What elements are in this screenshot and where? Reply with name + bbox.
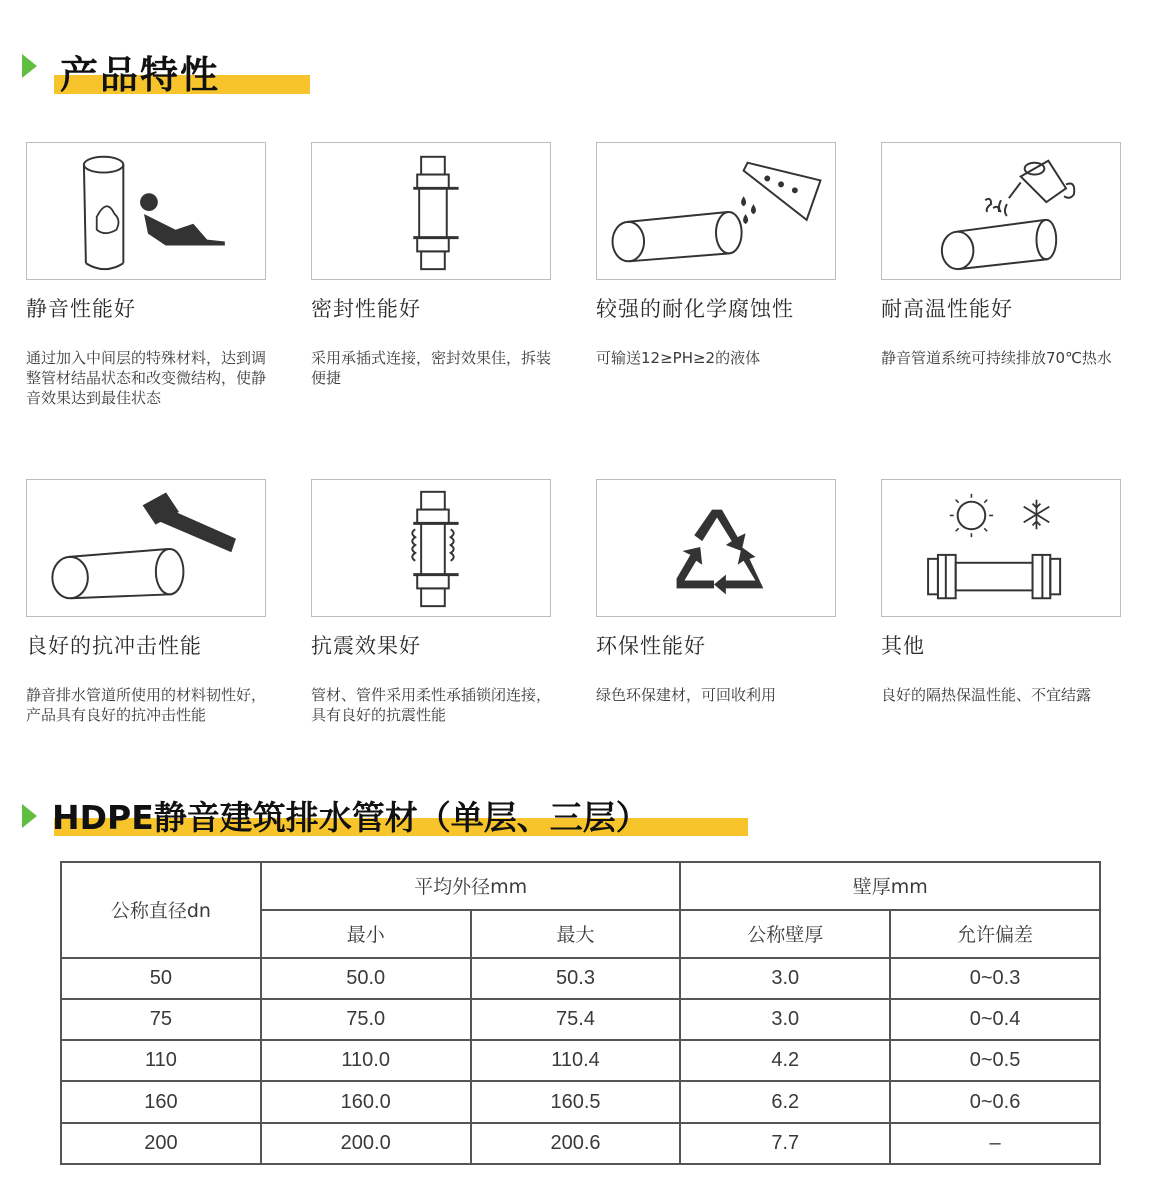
feature-description: 采用承插式连接，密封效果佳，拆装便捷 <box>311 349 552 387</box>
cell-tolerance: 0~0.6 <box>890 1081 1100 1122</box>
header-min: 最小 <box>261 910 471 958</box>
table-row <box>61 1040 1100 1081</box>
feature-title: 密封性能好 <box>311 297 421 321</box>
cell-max: 200.6 <box>471 1123 681 1164</box>
table-row <box>61 1123 1100 1164</box>
hammer-pipe-icon <box>26 479 266 617</box>
feature-title: 其他 <box>881 634 925 658</box>
cell-min: 50.0 <box>261 958 471 999</box>
cell-tolerance: 0~0.4 <box>890 999 1100 1040</box>
silent-pipe-icon <box>26 142 266 280</box>
hot-water-pipe-icon <box>881 142 1121 280</box>
feature-title: 抗震效果好 <box>311 634 421 658</box>
cell-dn: 75 <box>61 999 261 1040</box>
chemical-pipe-icon <box>596 142 836 280</box>
header-max: 最大 <box>471 910 681 958</box>
feature-title: 较强的耐化学腐蚀性 <box>596 297 794 321</box>
section-title: HDPE静音建筑排水管材（单层、三层） <box>52 798 649 837</box>
feature-description: 通过加入中间层的特殊材料，达到调整管材结晶状态和改变微结构，使静音效果达到最佳状态 <box>26 349 267 407</box>
sun-snow-pipe-icon <box>881 479 1121 617</box>
cell-min: 110.0 <box>261 1040 471 1081</box>
green-arrow-icon <box>22 54 37 78</box>
cell-dn: 110 <box>61 1040 261 1081</box>
header-tolerance: 允许偏差 <box>890 910 1100 958</box>
section-title: 产品特性 <box>60 53 221 97</box>
feature-description: 良好的隔热保温性能、不宜结露 <box>881 686 1092 704</box>
cell-dn: 200 <box>61 1123 261 1164</box>
table-row <box>61 958 1100 999</box>
feature-description: 管材、管件采用柔性承插锁闭连接，具有良好的抗震性能 <box>311 686 552 724</box>
cell-min: 75.0 <box>261 999 471 1040</box>
cell-min: 160.0 <box>261 1081 471 1122</box>
feature-description: 可输送12≥PH≥2的液体 <box>596 349 761 367</box>
green-arrow-icon <box>22 804 37 828</box>
cell-nominal: 4.2 <box>680 1040 890 1081</box>
cell-tolerance: 0~0.3 <box>890 958 1100 999</box>
sealed-joint-icon <box>311 142 551 280</box>
feature-title: 环保性能好 <box>596 634 706 658</box>
flexible-joint-icon <box>311 479 551 617</box>
feature-title: 耐高温性能好 <box>881 297 1013 321</box>
cell-nominal: 7.7 <box>680 1123 890 1164</box>
header-outer-diameter: 平均外径mm <box>261 862 681 910</box>
cell-tolerance: – <box>890 1123 1100 1164</box>
header-wall-thickness: 壁厚mm <box>680 862 1100 910</box>
feature-title: 静音性能好 <box>26 297 136 321</box>
cell-nominal: 3.0 <box>680 958 890 999</box>
table-row <box>61 1081 1100 1122</box>
cell-dn: 160 <box>61 1081 261 1122</box>
cell-dn: 50 <box>61 958 261 999</box>
cell-nominal: 3.0 <box>680 999 890 1040</box>
table-header-row <box>61 862 1100 910</box>
cell-max: 160.5 <box>471 1081 681 1122</box>
cell-nominal: 6.2 <box>680 1081 890 1122</box>
spec-table <box>60 861 1101 1165</box>
cell-max: 50.3 <box>471 958 681 999</box>
header-nominal-wall: 公称壁厚 <box>680 910 890 958</box>
feature-description: 静音管道系统可持续排放70℃热水 <box>881 349 1112 367</box>
cell-max: 75.4 <box>471 999 681 1040</box>
section-heading-features <box>22 42 322 97</box>
cell-min: 200.0 <box>261 1123 471 1164</box>
header-dn: 公称直径dn <box>61 862 261 958</box>
cell-tolerance: 0~0.5 <box>890 1040 1100 1081</box>
feature-title: 良好的抗冲击性能 <box>26 634 202 658</box>
section-heading-spec <box>22 790 752 842</box>
table-row <box>61 999 1100 1040</box>
feature-description: 绿色环保建材，可回收利用 <box>596 686 777 704</box>
recycle-icon <box>596 479 836 617</box>
cell-max: 110.4 <box>471 1040 681 1081</box>
feature-description: 静音排水管道所使用的材料韧性好，产品具有良好的抗冲击性能 <box>26 686 267 724</box>
